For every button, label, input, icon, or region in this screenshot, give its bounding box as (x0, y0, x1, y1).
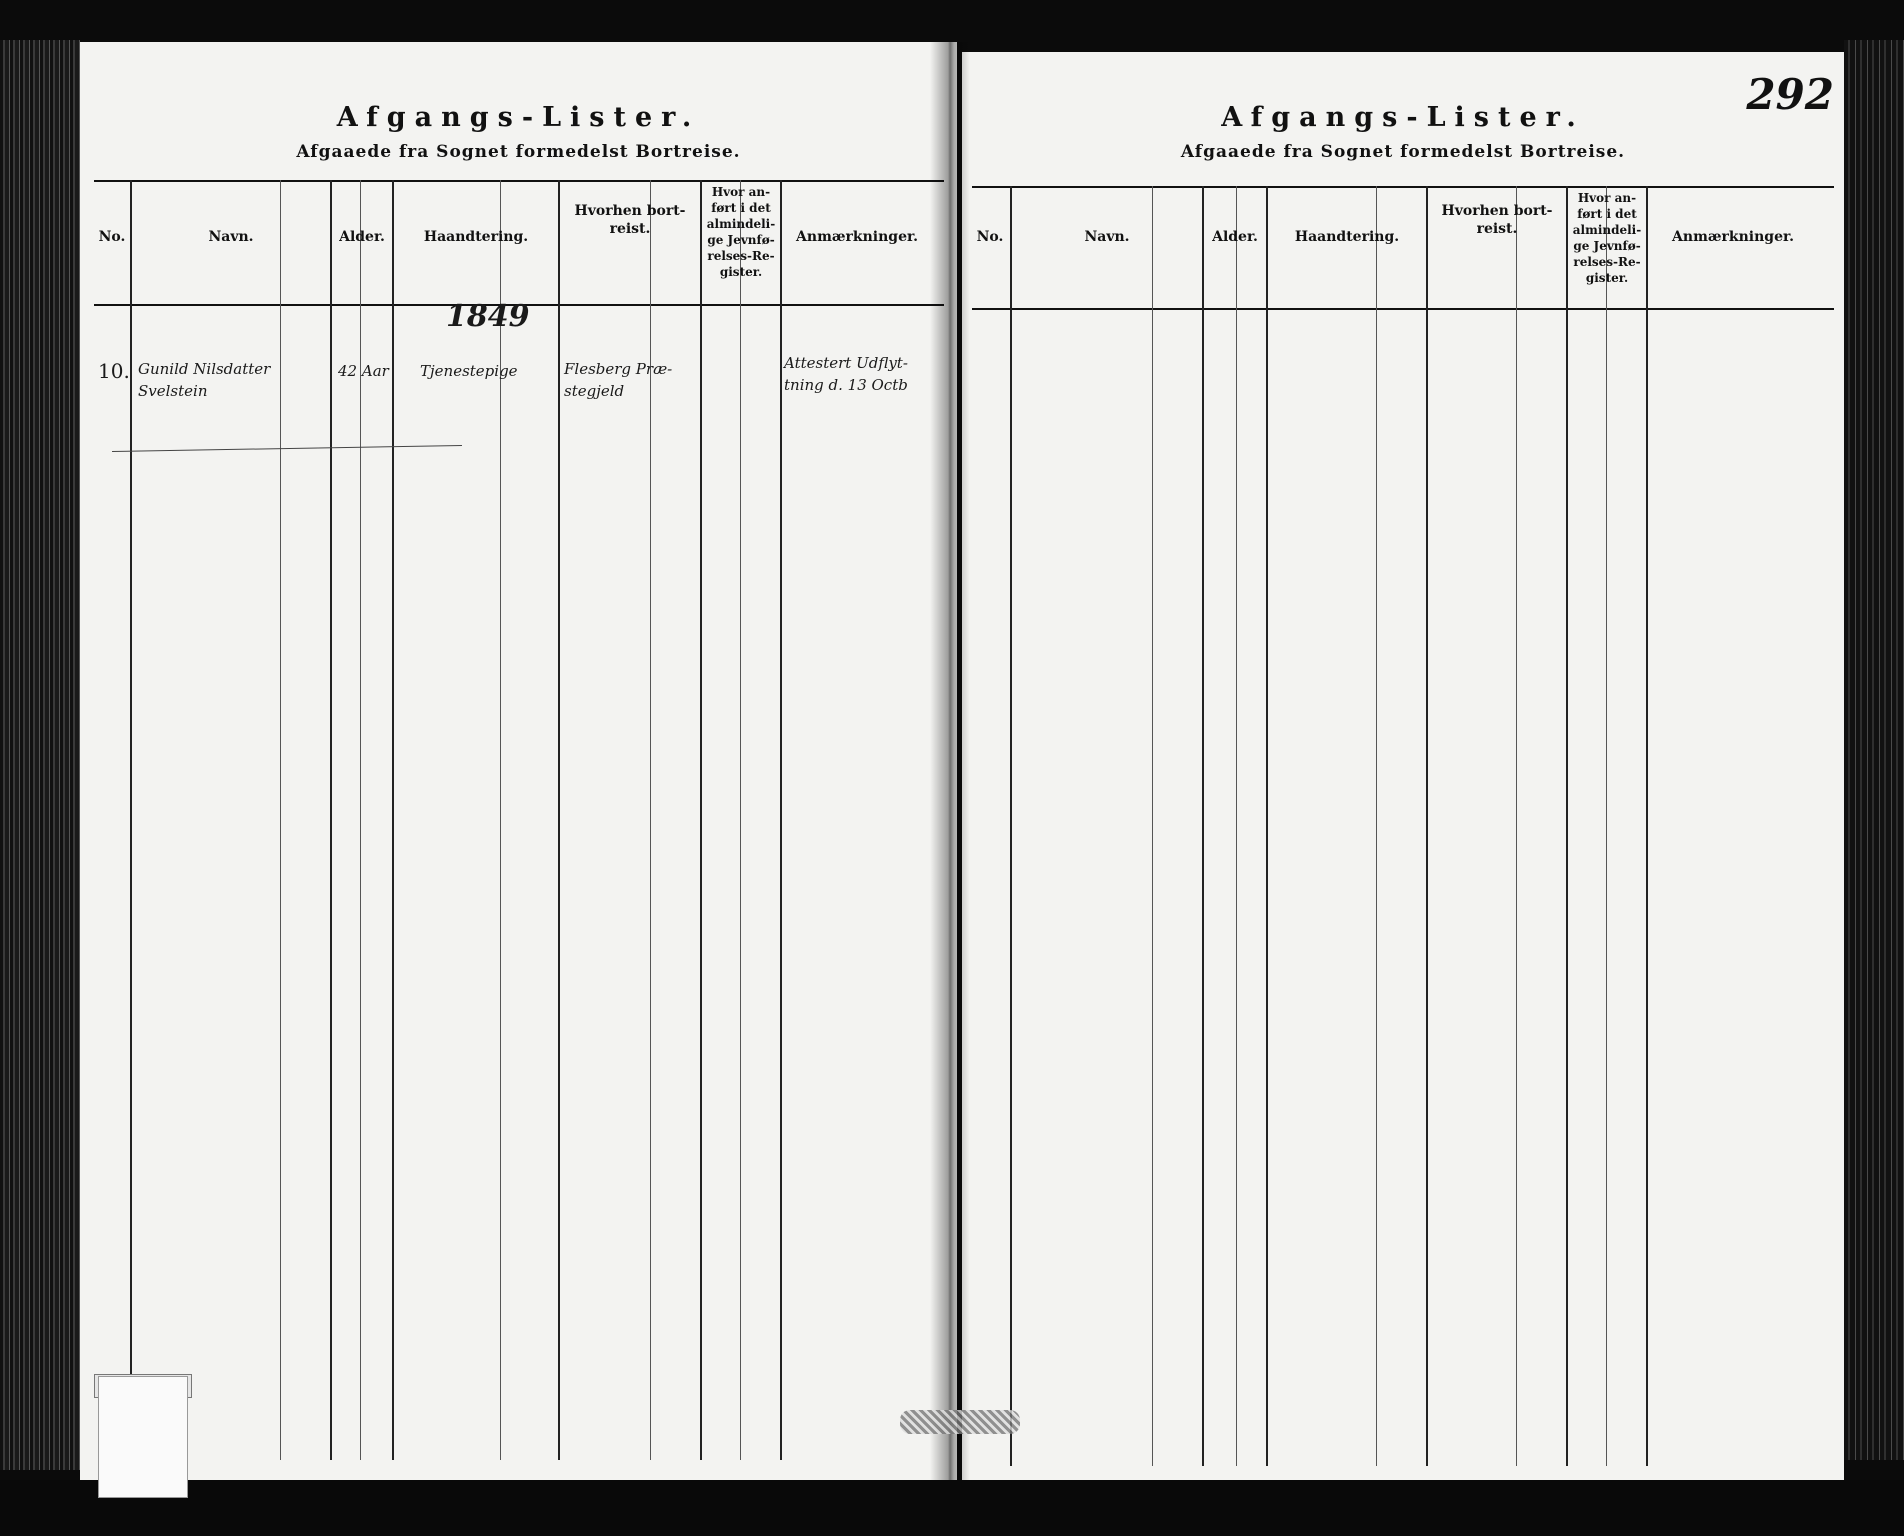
column-subdivider (1152, 186, 1153, 1466)
table-header-rule (972, 308, 1834, 310)
column-header-destination: Hvorhen bort- reist. (1441, 203, 1553, 237)
right-page-subtitle: Afgaaede fra Sognet formedelst Bortreise. (1180, 142, 1626, 162)
column-subdivider (740, 180, 741, 1460)
entry-remarks: Attestert Udflyt- tning d. 13 Octb (784, 354, 908, 394)
column-subdivider (1376, 186, 1377, 1466)
column-subdivider (280, 180, 281, 1460)
entry-occupation: Tjenestepige (420, 362, 518, 380)
column-header-name: Navn. (208, 229, 254, 245)
column-divider (130, 180, 132, 1460)
binding-thread (900, 1410, 1020, 1434)
table-top-rule (972, 186, 1834, 188)
left-page (80, 42, 957, 1480)
column-divider (392, 180, 394, 1460)
column-divider (558, 180, 560, 1460)
column-divider (1010, 186, 1012, 1466)
entry-number: 10. (98, 359, 130, 383)
left-page-subtitle: Afgaaede fra Sognet formedelst Bortreise. (296, 142, 741, 162)
book-edge-right (1844, 40, 1904, 1460)
column-subdivider (1236, 186, 1237, 1466)
column-divider (700, 180, 702, 1460)
column-divider (330, 180, 332, 1460)
column-divider (1646, 186, 1648, 1466)
book-gutter (930, 42, 970, 1480)
entry-year: 1849 (446, 299, 530, 334)
page-number: 292 (1746, 70, 1834, 119)
column-divider (1202, 186, 1204, 1466)
column-divider (780, 180, 782, 1460)
column-header-occupation: Haandtering. (1294, 229, 1400, 245)
column-header-no: No. (976, 229, 1004, 245)
entry-age: 42 Aar (338, 362, 389, 380)
right-page (962, 52, 1844, 1480)
table-top-rule (94, 180, 944, 182)
column-header-name: Navn. (1084, 229, 1130, 245)
column-header-remarks: Anmærkninger. (1672, 229, 1794, 245)
column-header-destination: Hvorhen bort- reist. (574, 203, 686, 237)
column-header-remarks: Anmærkninger. (796, 229, 918, 245)
left-page-title: Afgangs-Lister. (336, 102, 701, 133)
entry-destination: Flesberg Præ- stegjeld (564, 360, 673, 400)
column-header-register: Hvor an- ført i det almindeli- ge Jevnfø- relses-Re- gister. (706, 185, 776, 279)
column-header-register: Hvor an- ført i det almindeli- ge Jevnfø- relses-Re- gister. (1572, 191, 1642, 285)
column-header-age: Alder. (1212, 229, 1258, 245)
entry-name: Gunild Nilsdatter Svelstein (138, 360, 271, 400)
right-page-title: Afgangs-Lister. (1221, 102, 1585, 133)
column-subdivider (1516, 186, 1517, 1466)
book-edge-left (0, 40, 80, 1470)
column-header-age: Alder. (339, 229, 385, 245)
column-divider (1266, 186, 1268, 1466)
column-subdivider (1606, 186, 1607, 1466)
column-divider (1566, 186, 1568, 1466)
paper-tab (98, 1376, 188, 1498)
column-header-occupation: Haandtering. (423, 229, 529, 245)
scan-border-bottom (0, 1480, 1904, 1536)
column-header-no: No. (98, 229, 126, 245)
column-divider (1426, 186, 1428, 1466)
